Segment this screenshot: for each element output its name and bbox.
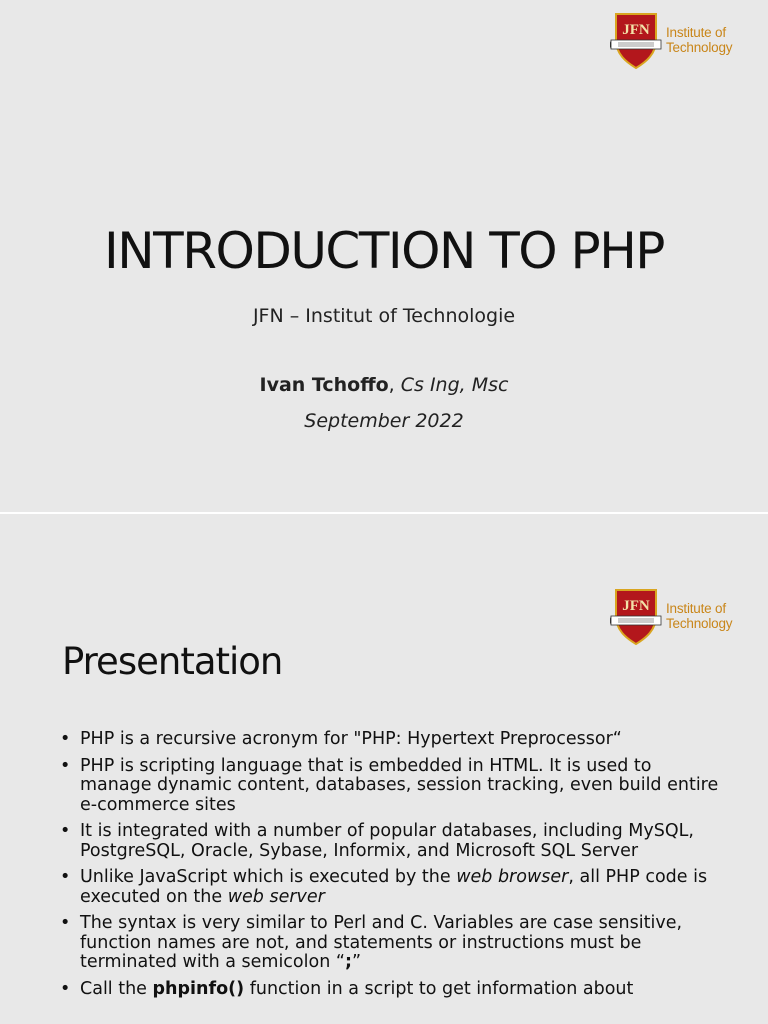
bullet-text-segment: Unlike JavaScript which is executed by the [80,867,457,887]
jfn-shield-icon [610,586,662,646]
institution-name: JFN – Institut of Technologie [252,305,516,327]
presentation-date: September 2022 [304,410,464,432]
bullet-item [60,980,720,1000]
bullet-item [60,730,720,750]
author-role: Cs Ing, Msc [400,374,509,396]
bullet-text-segment: , all PHP code is executed on the [80,867,708,907]
bullet-text-segment: It is integrated with a number of popular databases, including MySQL, PostgreSQL, Oracle, Sybase, Informix, and Microsoft SQL Server [80,821,694,861]
bullet-text-segment: PHP is a recursive acronym for "PHP: Hypertext Preprocessor“ [80,729,622,749]
logo-text [666,601,732,631]
bullet-marker: • [60,867,71,887]
author-line [0,374,768,396]
institute-logo [610,586,732,646]
logo-text-line2: Technology [666,40,733,55]
logo-text-line2: Technology [666,616,733,631]
bullet-item [60,868,720,907]
bullet-marker: • [60,821,71,841]
bullet-text-segment: The syntax is very similar to Perl and C. Variables are case sensitive, function names are not, and statements or instructions must be terminated with a semicolon “ [80,913,683,972]
logo-text-line1: Institute of [666,25,726,40]
bullet-item [60,822,720,861]
slide-heading: Presentation [62,640,283,683]
bullet-marker: • [60,978,71,999]
author-name: Ivan Tchoffo [259,374,389,396]
jfn-shield-icon [610,10,662,70]
bullet-text-segment: ” [351,952,362,972]
emblem-letters: JFN [622,22,650,38]
author-separator: , [388,374,401,396]
bullet-text-segment: function in a script to get information about [244,978,634,999]
emblem-letters: JFN [622,598,650,614]
bullet-text-segment: ; [344,952,352,972]
bullet-marker: • [60,729,71,749]
bullet-marker: • [60,755,71,776]
slide-title: INTRODUCTION TO PHP [104,222,664,280]
bullet-list [60,730,720,1006]
bullet-text-segment: PHP is scripting language that is embedded in HTML. It is used to manage dynamic content, databases, session tracking, even build entire e-commerce sites [80,755,719,815]
bullet-text-segment: web server [227,886,325,907]
bullet-item [60,914,720,973]
logo-text-line1: Institute of [666,601,726,616]
bullet-text-segment: Call the [80,978,153,999]
institute-logo [610,10,732,70]
presentation-slide [0,514,768,1024]
bullet-marker: • [60,913,71,933]
bullet-text-segment: phpinfo() [152,978,245,999]
bullet-text-segment: web browser [456,867,569,887]
bullet-item [60,757,720,816]
logo-text [666,25,732,55]
